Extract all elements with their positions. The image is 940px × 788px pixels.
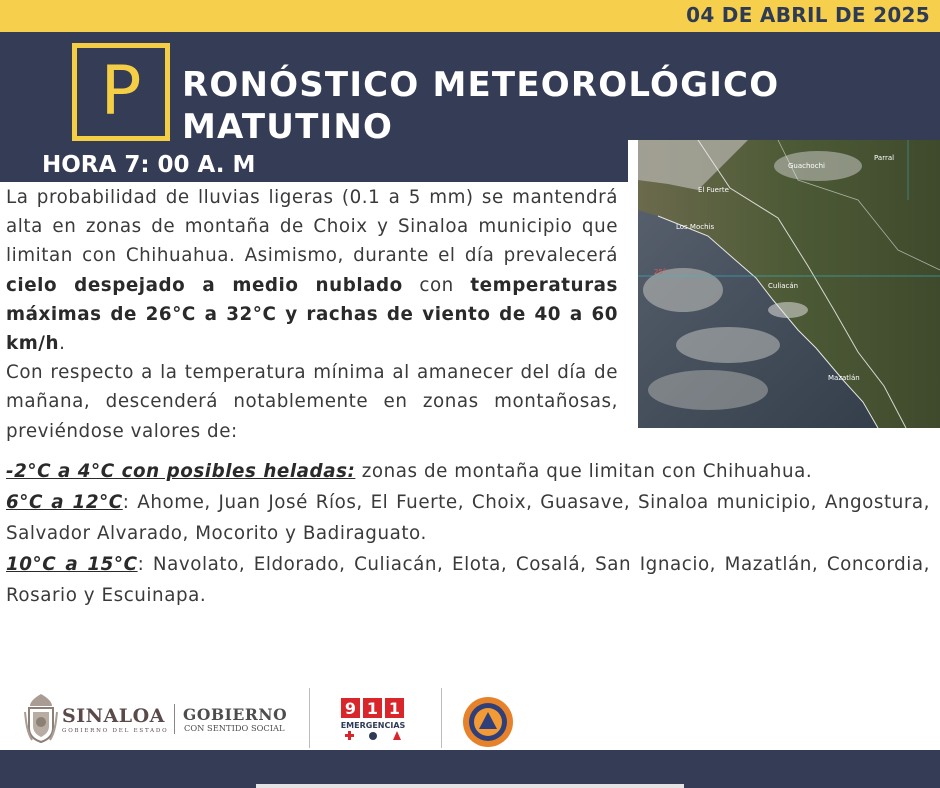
minimum-temperature-list <box>6 456 930 611</box>
page-title <box>182 64 779 148</box>
map-label-el-fuerte: El Fuerte <box>698 186 729 194</box>
emergency-911-logo <box>341 698 405 744</box>
map-label-mazatlan: Mazatlán <box>828 374 860 382</box>
footer-logos <box>0 686 940 750</box>
range-areas: : Ahome, Juan José Ríos, El Fuerte, Choix, Guasave, Sinaloa municipio, Angostura, Salvador Alvarado, Mocorito y Badiraguato. <box>6 492 931 544</box>
divider <box>441 688 442 748</box>
map-label-guachochi: Guachochi <box>788 162 825 170</box>
initial-letter: P <box>100 52 142 131</box>
date-bar <box>0 0 940 32</box>
range-label: -2°C a 4°C con posibles heladas: <box>6 461 356 482</box>
bottom-bar <box>0 750 940 788</box>
map-label-parral: Parral <box>874 154 895 162</box>
title-line-1: RONÓSTICO METEOROLÓGICO <box>182 65 780 105</box>
gobierno-logo-text: GOBIERNO <box>183 705 288 724</box>
map-label-latitude: 25° <box>654 268 667 276</box>
range-areas: zonas de montaña que limitan con Chihuahua. <box>355 461 813 482</box>
bold-sky-condition: cielo despejado a medio nublado <box>6 274 403 296</box>
range-label: 10°C a 15°C <box>6 554 138 575</box>
svg-text:9: 9 <box>344 699 357 718</box>
proteccion-civil-logo <box>462 696 514 748</box>
range-areas: : Navolato, Eldorado, Culiacán, Elota, Cosalá, San Ignacio, Mazatlán, Concordia, Rosario y Escuinapa. <box>6 554 930 606</box>
map-label-culiacan: Culiacán <box>768 282 799 290</box>
sinaloa-logo-subtitle: GOBIERNO DEL ESTADO <box>62 728 169 734</box>
map-label-los-mochis: Los Mochis <box>676 223 715 231</box>
range-item <box>6 549 930 611</box>
sinaloa-logo-text: SINALOA <box>62 705 165 727</box>
divider <box>309 688 310 748</box>
bold-temperature-wind: temperaturas máximas de 26°C a 32°C y rachas de viento de 40 a 60 km/h <box>6 274 618 355</box>
svg-text:1: 1 <box>366 699 379 718</box>
date-text: 04 DE ABRIL DE 2025 <box>686 3 930 27</box>
title-line-2: MATUTINO <box>182 107 394 147</box>
text-segment: . <box>59 333 66 355</box>
text-segment: La probabilidad de lluvias ligeras (0.1 a 5 mm) se mantendrá alta en zonas de montaña de Choix y Sinaloa municipio que limitan con Chihuahua. Asimismo, durante el día prevalecerá <box>6 187 618 267</box>
divider <box>174 704 175 734</box>
range-label: 6°C a 12°C <box>6 492 123 513</box>
gobierno-logo-subtitle: CON SENTIDO SOCIAL <box>184 723 285 733</box>
forecast-paragraph-2: Con respecto a la temperatura mínima al amanecer del día de mañana, descenderá notablemente en zonas montañosas, previéndose valores de: <box>6 362 618 442</box>
svg-text:1: 1 <box>388 699 401 718</box>
forecast-text <box>6 183 618 446</box>
bottom-accent-line <box>256 784 684 788</box>
sinaloa-seal-icon <box>24 692 58 744</box>
range-item <box>6 456 930 487</box>
range-item <box>6 487 930 549</box>
forecast-hour: HORA 7: 00 A. M <box>42 152 256 178</box>
emergencias-text: EMERGENCIAS <box>341 721 405 730</box>
initial-letter-box <box>72 43 170 141</box>
forecast-paragraph-1 <box>6 183 618 358</box>
satellite-map <box>628 140 940 430</box>
text-segment: con <box>402 274 471 296</box>
